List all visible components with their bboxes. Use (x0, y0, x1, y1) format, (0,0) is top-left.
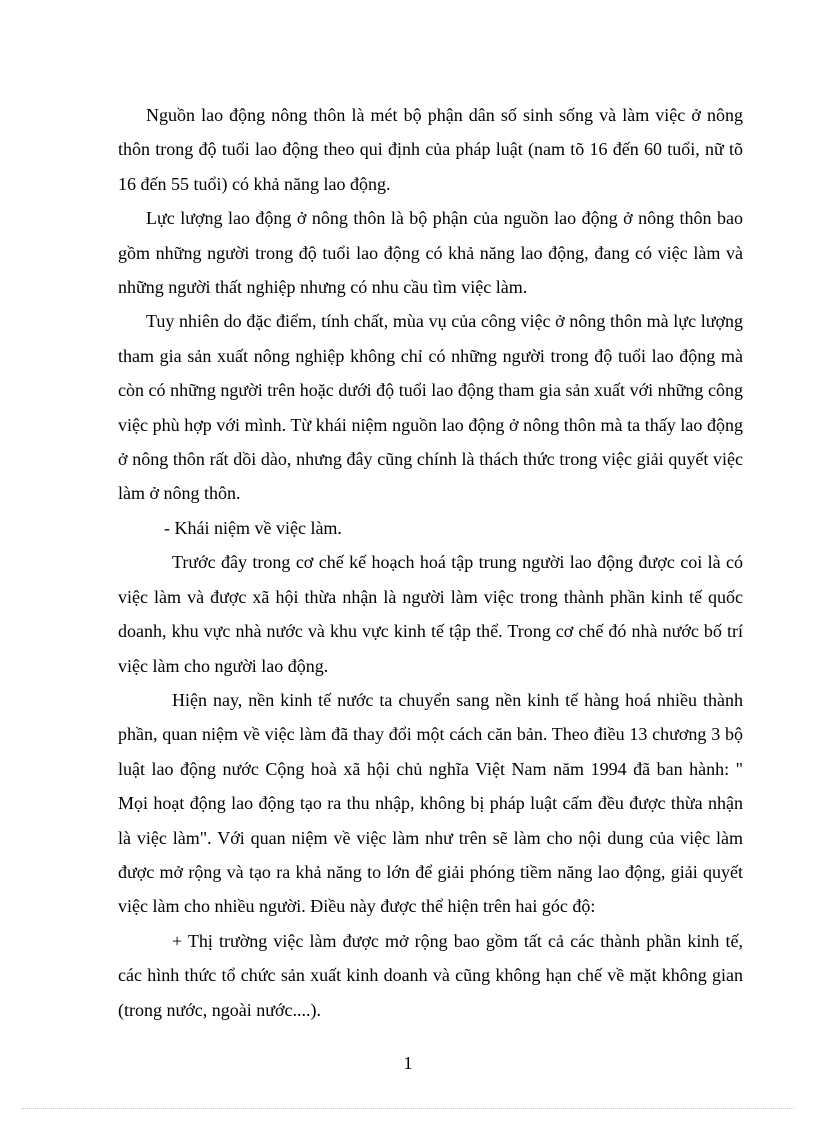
paragraph-seasonal-labor: Tuy nhiên do đặc điểm, tính chất, mùa vụ của công việc ở nông thôn mà lực lượng tham gia sản xuất nông nghiệp không chỉ có những người trong độ tuổi lao động mà còn có những người trên hoặc dưới độ tuổi lao động tham gia sản xuất với những công việc phù hợp với mình. Từ khái niệm nguồn lao động ở nông thôn mà ta thấy lao động ở nông thôn rất dồi dào, nhưng đây cũng chính là thách thức trong việc giải quyết việc làm ở nông thôn. (118, 311, 743, 504)
section-heading-employment-concept: - Khái niệm về việc làm. (164, 517, 342, 538)
paragraph-market-economy: Hiện nay, nền kinh tế nước ta chuyển sang nền kinh tế hàng hoá nhiều thành phần, quan niệm về việc làm đã thay đổi một cách căn bản. Theo điều 13 chương 3 bộ luật lao động nước Cộng hoà xã hội chủ nghĩa Việt Nam năm 1994 đã ban hành: " Mọi hoạt động lao động tạo ra thu nhập, không bị pháp luật cấm đều được thừa nhận là việc làm". Với quan niệm về việc làm như trên sẽ làm cho nội dung của việc làm được mở rộng và tạo ra khả năng to lớn để giải phóng tiềm năng lao động, giải quyết việc làm cho nhiều người. Điều này được thể hiện trên hai góc độ: (118, 689, 743, 917)
page-number: 1 (403, 1053, 413, 1073)
paragraph-rural-labor-source: Nguồn lao động nông thôn là mét bộ phận dân số sinh sống và làm việc ở nông thôn trong độ tuổi lao động theo qui định của pháp luật (nam tõ 16 đến 60 tuổi, nữ tõ 16 đến 55 tuổi) có khả năng lao động. (118, 105, 743, 194)
paragraph-rural-labor-force: Lực lượng lao động ở nông thôn là bộ phận của nguồn lao động ở nông thôn bao gồm những người trong độ tuổi lao động có khả năng lao động, đang có việc làm và những người thất nghiệp nhưng có nhu cầu tìm việc làm. (118, 208, 743, 298)
paragraph-planned-economy: Trước đây trong cơ chế kế hoạch hoá tập trung người lao động được coi là có việc làm và được xã hội thừa nhận là người làm việc trong thành phần kinh tế quốc doanh, khu vực nhà nước và khu vực kinh tế tập thể. Trong cơ chế đó nhà nước bố trí việc làm cho người lao động. (118, 552, 743, 676)
document-body (118, 98, 743, 1027)
page-bottom-divider (22, 1108, 794, 1109)
paragraph-job-market-bullet: + Thị trường việc làm được mở rộng bao gồm tất cả các thành phần kinh tế, các hình thức tổ chức sản xuất kinh doanh và cũng không hạn chế về mặt không gian (trong nước, ngoài nước....). (118, 930, 743, 1020)
